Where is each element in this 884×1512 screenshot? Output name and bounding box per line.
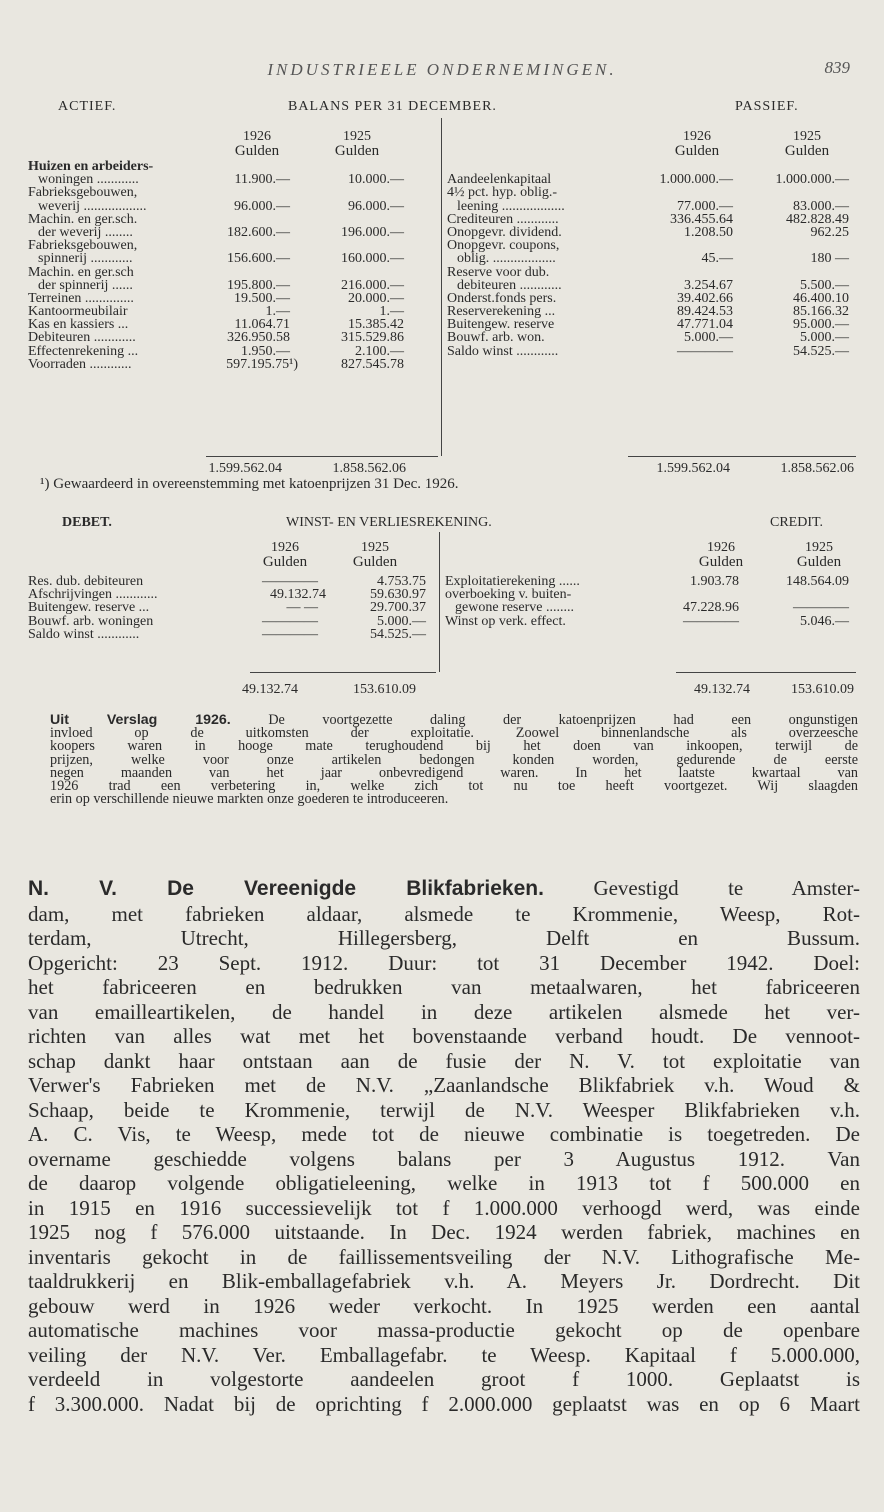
footnote: ¹) Gewaardeerd in overeenstemming met katoenprijzen 31 Dec. 1926. xyxy=(40,476,459,492)
pl-year-1926-left: 1926 xyxy=(271,540,299,555)
currency-1925-right: Gulden xyxy=(784,143,830,159)
pl-total-1925-left: 153.610.09 xyxy=(353,682,416,697)
total-1926-right: 1.599.562.04 xyxy=(656,461,730,476)
balance-total-rule-right xyxy=(628,456,856,457)
balance-title: BALANS PER 31 DECEMBER. xyxy=(288,99,497,114)
report-lead: Uit Verslag 1926. xyxy=(50,712,231,728)
pl-total-rule-left xyxy=(250,672,436,673)
currency-1926-left: Gulden xyxy=(234,143,280,159)
year-1925-left: 1925 xyxy=(343,129,371,144)
year-1926-left: 1926 xyxy=(243,129,271,144)
credit-rows: Exploitatierekening ...... 1.903.78 148.564.09 overboeking v. buiten- gewone reserve ........ 47.228.96 ———— Winst op verk. effect. ———— 5.046.— xyxy=(445,574,849,629)
currency-1925-left: Gulden xyxy=(334,143,380,159)
pl-total-1926-right: 49.132.74 xyxy=(694,682,750,697)
pl-year-1925-right: 1925 xyxy=(805,540,833,555)
pl-total-rule-right xyxy=(676,672,856,673)
passief-heading: PASSIEF. xyxy=(735,99,799,114)
pl-year-1925-left: 1925 xyxy=(361,540,389,555)
credit-heading: CREDIT. xyxy=(770,515,824,530)
pl-title: WINST- EN VERLIESREKENING. xyxy=(286,515,492,530)
balance-divider xyxy=(441,118,442,456)
total-1925-right: 1.858.562.06 xyxy=(780,461,854,476)
year-1926-right: 1926 xyxy=(683,129,711,144)
year-1925-right: 1925 xyxy=(793,129,821,144)
pl-divider xyxy=(439,532,440,672)
pl-total-1926-left: 49.132.74 xyxy=(242,682,298,697)
pl-currency-1926-left: Gulden xyxy=(262,554,308,570)
passief-rows: Aandeelenkapitaal 1.000.000.— 1.000.000.— 4½ pct. hyp. oblig.- leening .................. 77.000.— 83.000.— Crediteuren ............ 336.455.64 482.828.49 Onopgevr. dividend. 1.208.50 962.25 Onopgevr. coupons, oblig. .................. 45.— 180 — Reserve voor dub. debiteuren ............ 3.254.67 5.500.— Onderst.fonds pers. 39.402.66 46.400.10 Reserverekening ... 89.424.53 85.166.32 Buitengew. reserve 47.771.04 95.000.— Bouwf. arb. won. 5.000.— 5.000.— Saldo winst ............ ———— 54.525.— xyxy=(447,172,849,359)
company-entry: N. V. De Vereenigde Blikfabrieken. Gevestigd te Amster- dam, met fabrieken aldaar, alsmede te Krommenie, Weesp, Rot- terdam, Utrecht, Hillegersberg, Delft en Bussum. Opgericht: 23 Sept. 1912. Duur: tot 31 December 1942. Doel: het fabriceeren en bedrukken van metaalwaren, het fabriceeren van emailleartikelen, de handel in deze artikelen alsmede het ver- richten van alles wat met het bovenstaande verband houdt. De vennoot- schap dankt haar ontstaan aan de fusie der N. V. tot exploitatie van Verwer's Fabrieken met de N.V. „Zaanlandsche Blikfabriek v.h. Woud & Schaap, beide te Krommenie, terwijl de N.V. Weesper Blikfabrieken v.h. A. C. Vis, te Weesp, mede tot de nieuwe combinatie is toegetreden. De overname geschiedde volgens balans per 3 Augustus 1912. Van de daarop volgende obligatieleening, welke in 1913 tot f 500.000 en in 1915 en 1916 successievelijk tot f 1.000.000 verhoogd werd, was einde 1925 nog f 576.000 uitstaande. In Dec. 1924 werden fabriek, machines en inventaris gekocht in de faillissementsveiling der N.V. Lithografische Me- taaldrukkerij en Blik-emballagefabriek v.h. A. Meyers Jr. Dordrecht. Dit gebouw werd in 1926 weder verkocht. In 1925 werden een aantal automatische machines voor massa-productie gekocht op de openbare veiling der N.V. Ver. Emballagefabr. te Weesp. Kapitaal f 5.000.000, verdeeld in volgestorte aandeelen groot f 1000. Geplaatst is f 3.300.000. Nadat bij de oprichting f 2.000.000 geplaatst was en op 6 Maart xyxy=(28,876,860,1416)
pl-currency-1926-right: Gulden xyxy=(698,554,744,570)
actief-rows: Huizen en arbeiders- woningen ............ 11.900.— 10.000.— Fabrieksgebouwen, weverij .................. 96.000.— 96.000.— Machin. en ger.sch. der weverij ........ 182.600.— 196.000.— Fabrieksgebouwen, spinnerij ............ 156.600.— 160.000.— Machin. en ger.sch der spinnerij ...... 195.800.— 216.000.— Terreinen .............. 19.500.— 20.000.— Kantoormeubilair 1.— 1.— Kas en kassiers ... 11.064.71 15.385.42 Debiteuren ............ 326.950.58 315.529.86 Effectenrekening ... 1.950.— 2.100.— Voorraden ............ 597.195.75¹) 827.545.78 xyxy=(28,159,404,372)
balance-total-rule-left xyxy=(206,456,438,457)
pl-currency-1925-left: Gulden xyxy=(352,554,398,570)
running-header: INDUSTRIEELE ONDERNEMINGEN. xyxy=(267,60,617,79)
page-number: 839 xyxy=(824,58,850,77)
pl-currency-1925-right: Gulden xyxy=(796,554,842,570)
annual-report-excerpt: Uit Verslag 1926. De voortgezette daling der katoenprijzen had een ongunstigen invloed op de uitkomsten der exploitatie. Zoowel binnenlandsche als overzeesche koopers waren in hooge mate terughoudend bij het doen van inkoopen, terwijl de prijzen, welke voor onze artikelen bedongen konden worden, gedurende de eerste negen maanden van het jaar onbevredigend waren. In het laatste kwartaal van 1926 trad een verbetering in, welke zich tot nu toe heeft voortgezet. Wij slaagden erin op verschillende nieuwe markten onze goederen te introduceeren. xyxy=(50,712,859,808)
pl-total-1925-right: 153.610.09 xyxy=(791,682,854,697)
company-name: N. V. De Vereenigde Blikfabrieken. xyxy=(28,877,544,900)
actief-heading: ACTIEF. xyxy=(58,99,117,114)
pl-year-1926-right: 1926 xyxy=(707,540,735,555)
total-1925-left: 1.858.562.06 xyxy=(332,461,406,476)
debet-heading: DEBET. xyxy=(62,515,112,530)
total-1926-left: 1.599.562.04 xyxy=(208,461,282,476)
debet-rows: Res. dub. debiteuren ———— 4.753.75 Afschrijvingen ............ 49.132.74 59.630.97 Buitengew. reserve ... — — 29.700.37 Bouwf. arb. woningen ———— 5.000.— Saldo winst ............ ———— 54.525.— xyxy=(28,574,426,642)
currency-1926-right: Gulden xyxy=(674,143,720,159)
